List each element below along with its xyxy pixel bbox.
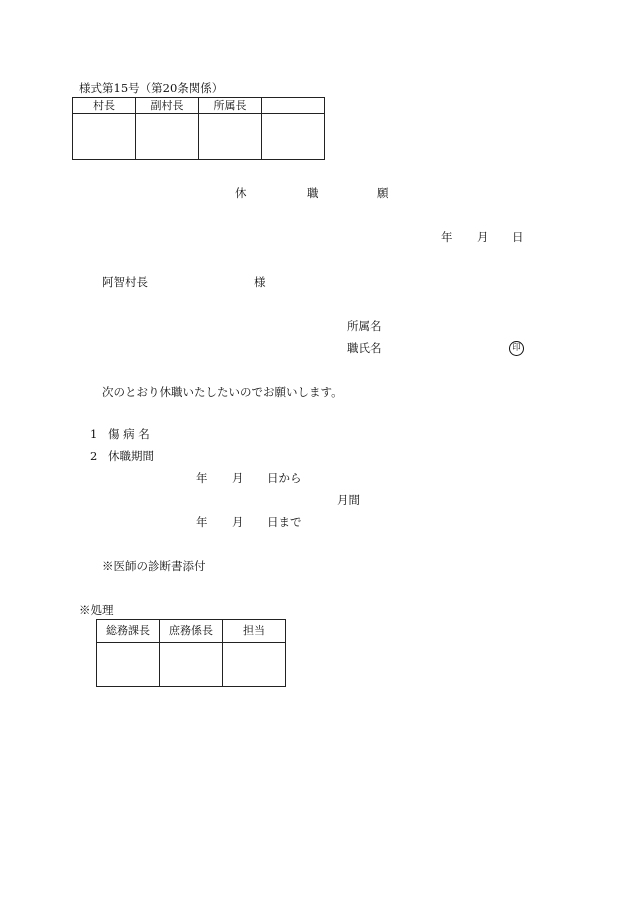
- period-start-year: 年: [196, 471, 208, 485]
- processing-stamp-table: [96, 619, 286, 687]
- processing-stamp-cell: [160, 643, 223, 687]
- approval-header-deputy-chief: 副村長: [136, 98, 199, 114]
- title-char-rest: 休: [235, 186, 247, 200]
- approval-header-dept-head: 所属長: [199, 98, 262, 114]
- seal-mark-icon: 印: [509, 341, 524, 356]
- approval-stamp-cell: [199, 114, 262, 160]
- approval-stamp-cell: [136, 114, 199, 160]
- addressee-honorific: 様: [254, 275, 266, 289]
- title-char-job: 職: [307, 186, 319, 200]
- item-2-number: 2: [90, 449, 98, 463]
- processing-header-clerk-chief: 庶務係長: [160, 620, 223, 643]
- applicant-dept-label: 所属名: [347, 319, 382, 333]
- approval-stamp-table: [72, 97, 325, 160]
- period-end-day: 日まで: [267, 515, 302, 529]
- request-sentence: 次のとおり休職いたしたいのでお願いします。: [102, 385, 343, 399]
- period-end-month: 月: [232, 515, 244, 529]
- processing-header-general-affairs: 総務課長: [97, 620, 160, 643]
- date-year: 年: [441, 230, 453, 244]
- period-months: 月間: [337, 493, 360, 507]
- period-start-day: 日から: [267, 471, 302, 485]
- applicant-name-label: 職氏名: [347, 341, 382, 355]
- processing-stamp-cell: [223, 643, 286, 687]
- date-month: 月: [477, 230, 489, 244]
- period-start-month: 月: [232, 471, 244, 485]
- form-number-label: 様式第15号（第20条関係）: [79, 81, 224, 95]
- medical-certificate-note: ※医師の診断書添付: [102, 559, 206, 573]
- approval-header-village-chief: 村長: [73, 98, 136, 114]
- approval-stamp-cell: [73, 114, 136, 160]
- item-2-label: 休職期間: [108, 449, 154, 463]
- date-day: 日: [512, 230, 524, 244]
- processing-label: ※処理: [79, 603, 114, 617]
- processing-stamp-cell: [97, 643, 160, 687]
- approval-stamp-cell: [262, 114, 325, 160]
- approval-header-blank: [262, 98, 325, 114]
- period-end-year: 年: [196, 515, 208, 529]
- item-1-label: 傷 病 名: [108, 427, 150, 441]
- title-char-request: 願: [377, 186, 389, 200]
- processing-header-in-charge: 担当: [223, 620, 286, 643]
- addressee-name: 阿智村長: [102, 275, 148, 289]
- item-1-number: 1: [90, 427, 98, 441]
